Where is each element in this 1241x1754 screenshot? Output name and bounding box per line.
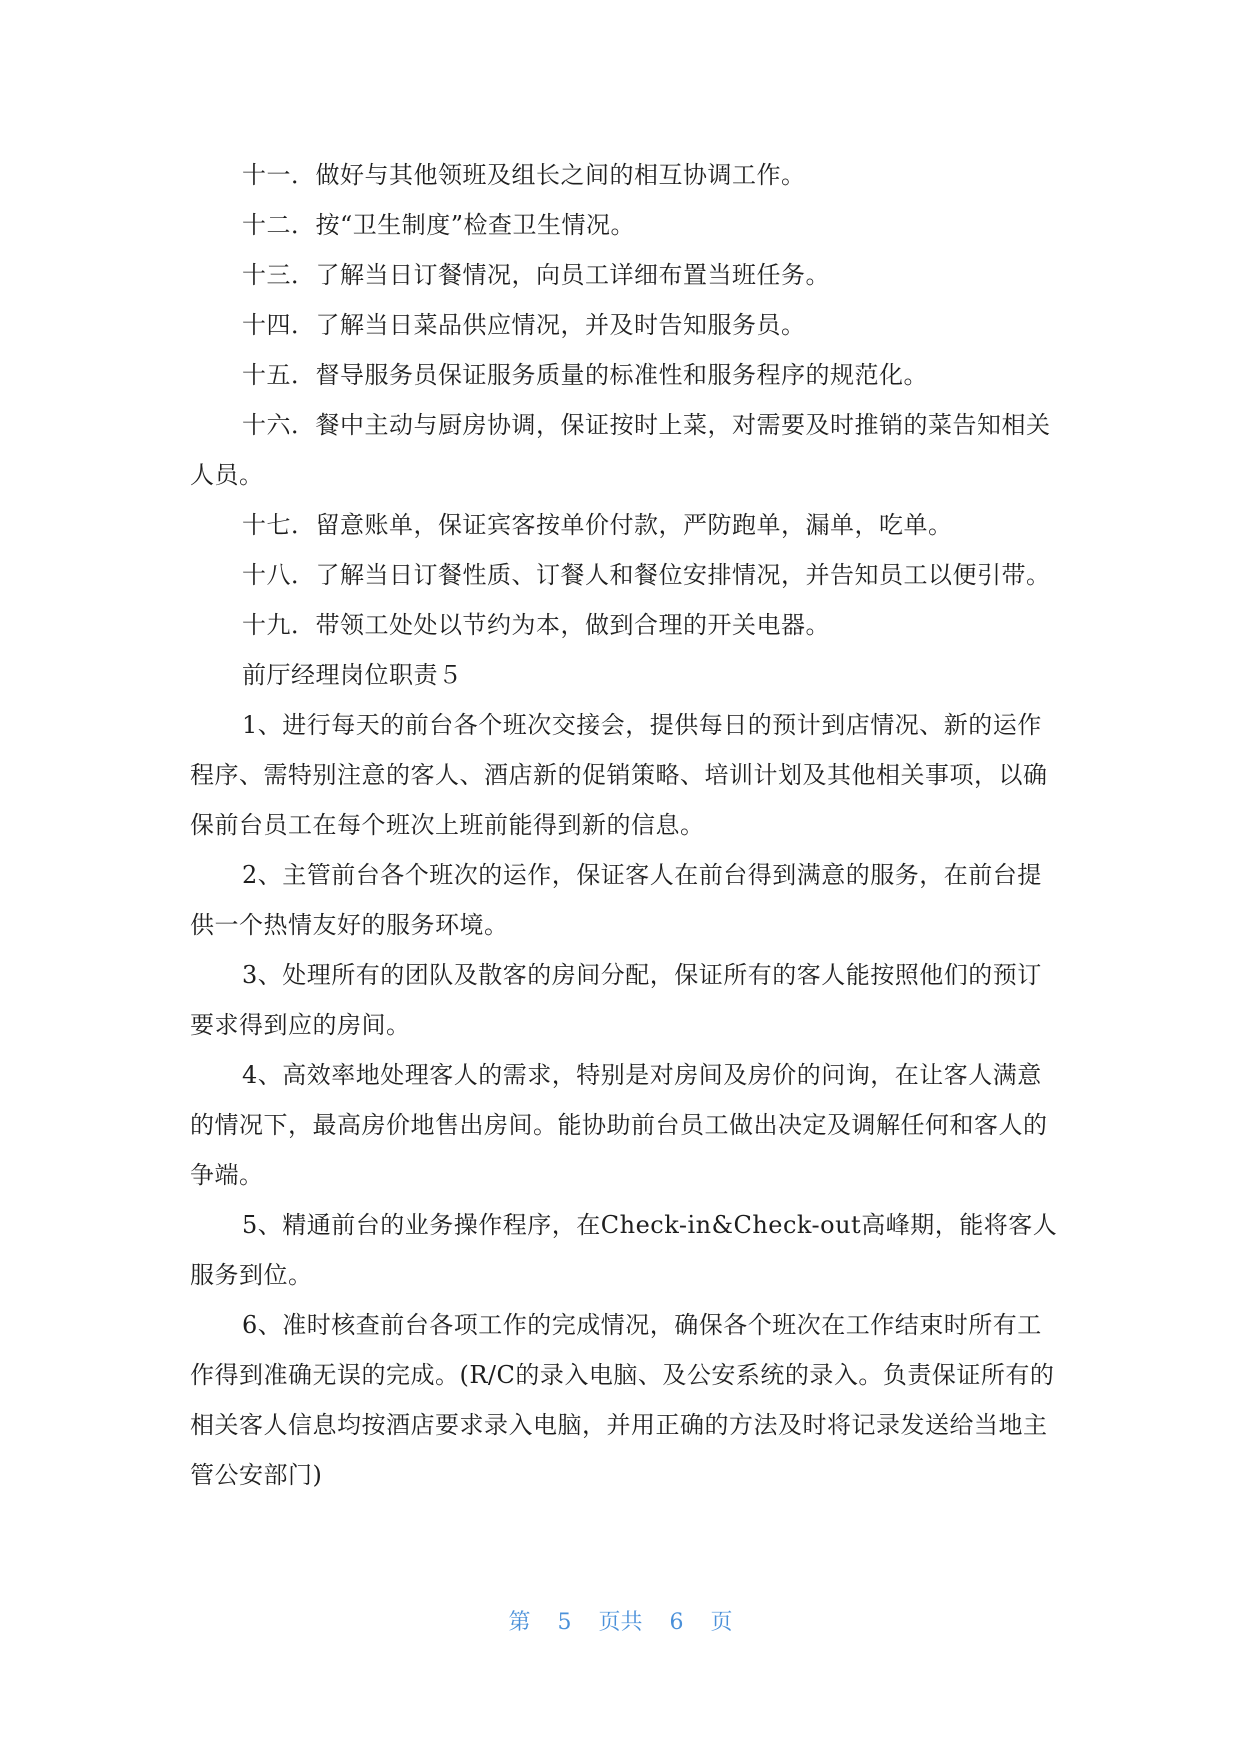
footer-suffix: 页 [710, 1610, 733, 1635]
document-body [190, 150, 1060, 1500]
paragraph: 6、准时核查前台各项工作的完成情况，确保各个班次在工作结束时所有工作得到准确无误的完成。(R/C的录入电脑、及公安系统的录入。负责保证所有的相关客人信息均按酒店要求录入电脑，并用正确的方法及时将记录发送给当地主管公安部门) [190, 1311, 1055, 1489]
footer-current-page: 5 [557, 1610, 572, 1635]
paragraph: 5、精通前台的业务操作程序，在Check-in&Check-out高峰期，能将客人服务到位。 [190, 1211, 1058, 1289]
paragraph: 十六．餐中主动与厨房协调，保证按时上菜，对需要及时推销的菜告知相关人员。 [190, 411, 1051, 489]
paragraph: 1、进行每天的前台各个班次交接会，提供每日的预计到店情况、新的运作程序、需特别注意的客人、酒店新的促销策略、培训计划及其他相关事项，以确保前台员工在每个班次上班前能得到新的信息。 [190, 711, 1048, 839]
paragraph: 十八．了解当日订餐性质、订餐人和餐位安排情况，并告知员工以便引带。 [242, 561, 1051, 589]
paragraph: 十三．了解当日订餐情况，向员工详细布置当班任务。 [242, 261, 830, 289]
paragraph: 十五．督导服务员保证服务质量的标准性和服务程序的规范化。 [242, 361, 928, 389]
paragraph: 3、处理所有的团队及散客的房间分配，保证所有的客人能按照他们的预订要求得到应的房间。 [190, 961, 1042, 1039]
paragraph: 十四．了解当日菜品供应情况，并及时告知服务员。 [242, 311, 806, 339]
footer-middle: 页共 [598, 1610, 643, 1635]
section-heading: 前厅经理岗位职责５ [242, 661, 463, 689]
paragraph: 4、高效率地处理客人的需求，特别是对房间及房价的问询，在让客人满意的情况下，最高房价地售出房间。能协助前台员工做出决定及调解任何和客人的争端。 [190, 1061, 1048, 1189]
footer-total-pages: 6 [669, 1610, 684, 1635]
paragraph: 十一．做好与其他领班及组长之间的相互协调工作。 [242, 161, 806, 189]
paragraph: 十九．带领工处处以节约为本，做到合理的开关电器。 [242, 611, 830, 639]
page-footer [0, 1605, 1241, 1636]
footer-prefix: 第 [508, 1610, 531, 1635]
paragraph: 十二．按“卫生制度”检查卫生情况。 [242, 211, 636, 239]
paragraph: 十七．留意账单，保证宾客按单价付款，严防跑单，漏单，吃单。 [242, 511, 953, 539]
paragraph: 2、主管前台各个班次的运作，保证客人在前台得到满意的服务，在前台提供一个热情友好的服务环境。 [190, 861, 1042, 939]
